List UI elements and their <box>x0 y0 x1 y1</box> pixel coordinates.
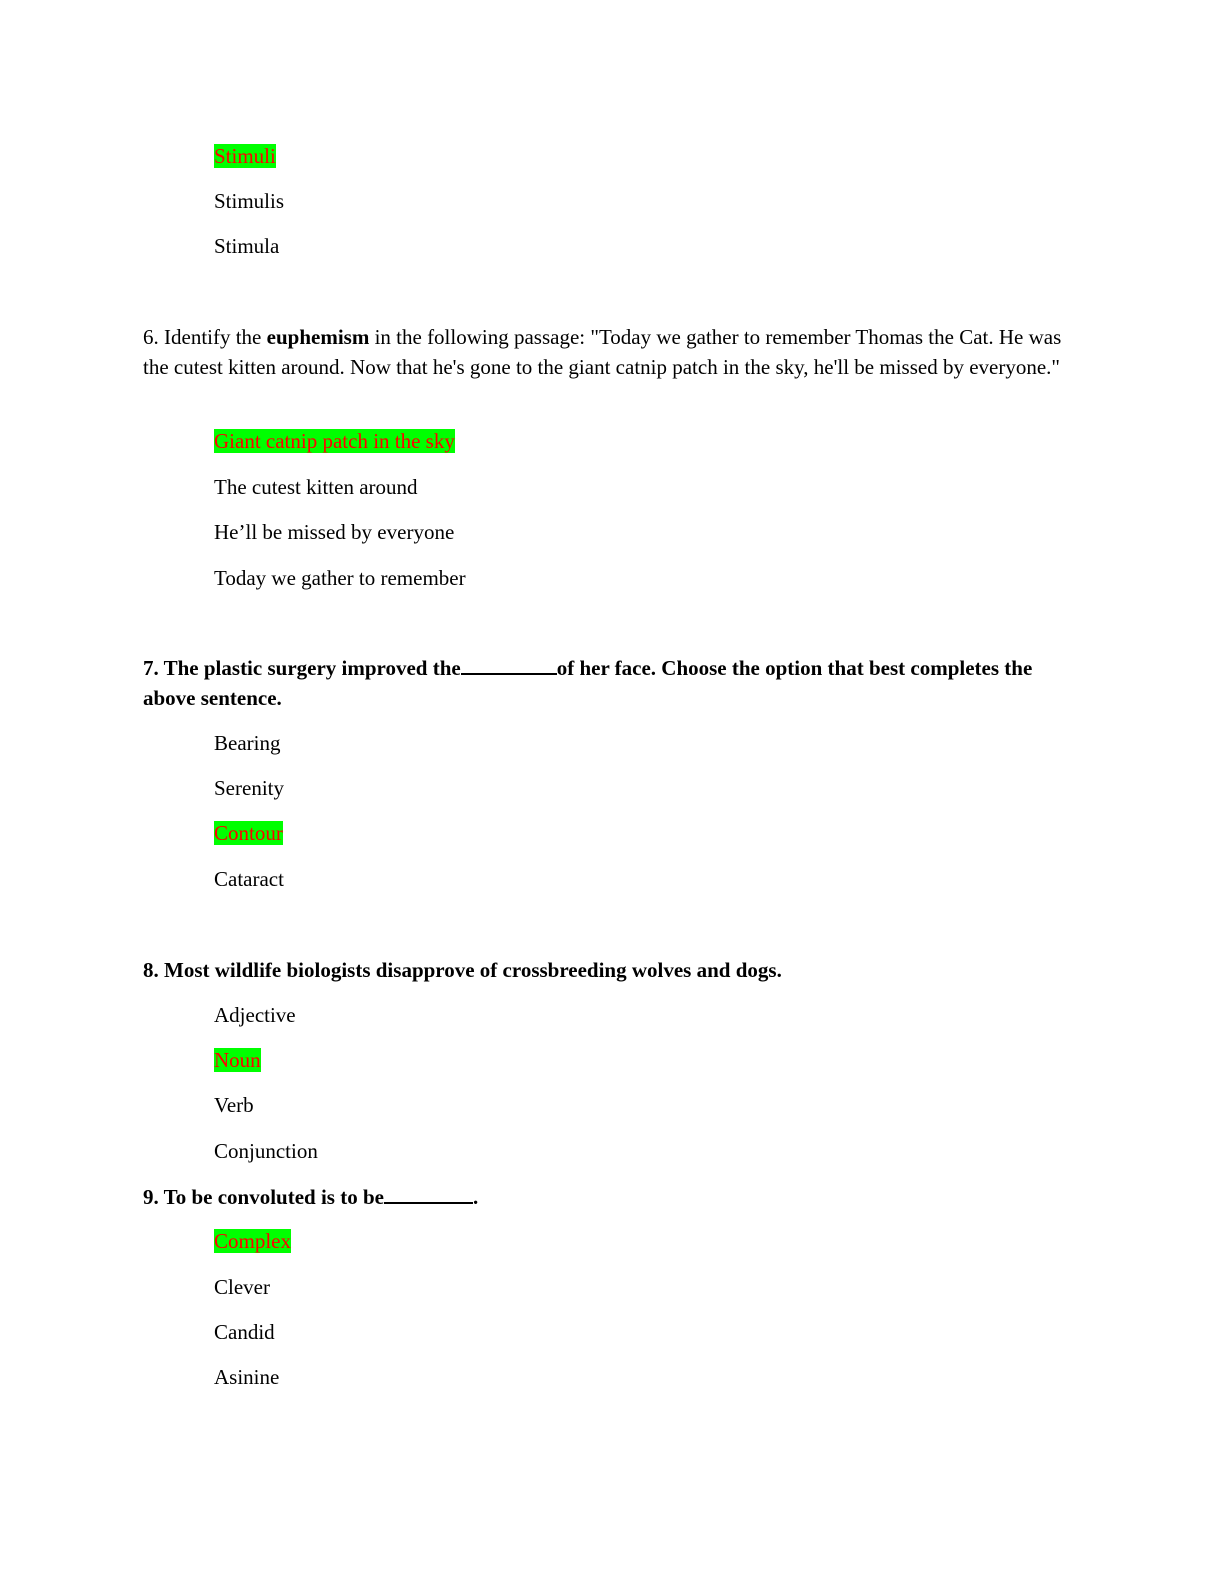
question-number: 6. <box>143 325 159 349</box>
question-8: 8. Most wildlife biologists disapprove of crossbreeding wolves and dogs. <box>143 958 782 982</box>
q5-option-2: Stimulis <box>214 189 285 213</box>
q8-option-2 <box>214 1047 261 1073</box>
q7-option-3 <box>214 820 283 846</box>
q9-option-3: Candid <box>214 1320 275 1344</box>
q7-option-1: Bearing <box>214 731 281 755</box>
question-text-part: 9. To be convoluted is to be <box>143 1185 384 1209</box>
q6-option-3: He’ll be missed by everyone <box>214 520 455 544</box>
correct-answer-highlight: Complex <box>214 1229 291 1253</box>
q5-option-1 <box>214 143 276 169</box>
q7-option-4: Cataract <box>214 867 284 891</box>
correct-answer-highlight: Giant catnip patch in the sky <box>214 429 455 453</box>
q8-option-1: Adjective <box>214 1003 296 1027</box>
q6-option-4: Today we gather to remember <box>214 566 466 590</box>
correct-answer-highlight: Contour <box>214 821 283 845</box>
question-9 <box>143 1183 1083 1213</box>
fill-in-blank <box>384 1184 473 1204</box>
q8-option-3: Verb <box>214 1093 254 1117</box>
bold-keyword: euphemism <box>266 325 370 349</box>
q7-option-2: Serenity <box>214 776 284 800</box>
q6-option-2: The cutest kitten around <box>214 475 418 499</box>
fill-in-blank <box>461 655 557 675</box>
q9-option-2: Clever <box>214 1275 270 1299</box>
question-text-part: 7. The plastic surgery improved the <box>143 656 461 680</box>
question-text-part: Identify the <box>158 325 267 349</box>
question-text-part: in the following passage: "Today we gather to remember Thomas the Cat. He was the cutest kitten around. Now that he's gone to the giant catnip patch in the sky, he'll be missed by everyone." <box>143 325 1062 379</box>
question-text-part: . <box>472 1185 479 1209</box>
q8-option-4: Conjunction <box>214 1139 318 1163</box>
question-6 <box>143 323 1083 382</box>
question-text-part: of her face. Choose the option that best completes the above sentence. <box>143 656 1033 710</box>
correct-answer-highlight: Stimuli <box>214 144 276 168</box>
q9-option-1 <box>214 1228 291 1254</box>
q6-option-1 <box>214 428 455 454</box>
question-7 <box>143 654 1083 713</box>
q5-option-3: Stimula <box>214 234 280 258</box>
correct-answer-highlight: Noun <box>214 1048 261 1072</box>
q9-option-4: Asinine <box>214 1365 280 1389</box>
